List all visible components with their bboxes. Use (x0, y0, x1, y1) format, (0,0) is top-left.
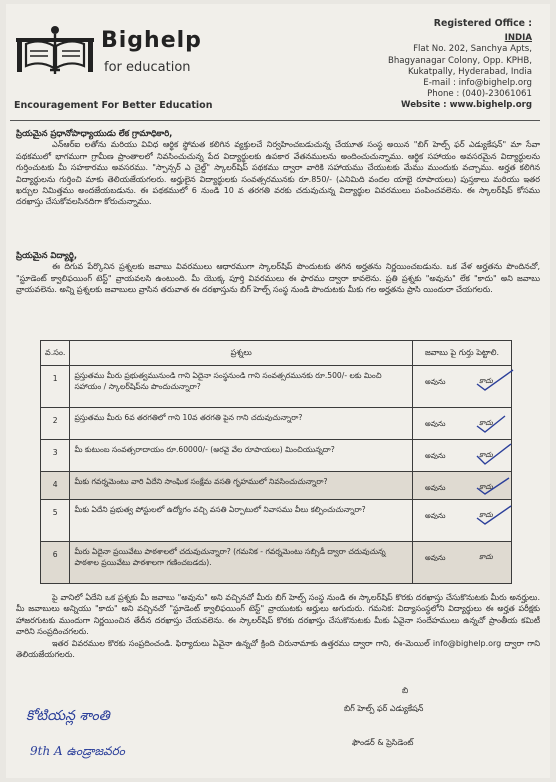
option-no[interactable]: కాదు (479, 510, 493, 519)
paragraph-eligibility-note: పై వానిలో ఏదేని ఒక ప్రశ్నకు మీ జవాబు "అవును" అని వచ్చినచో మీరు బిగ్ హెల్ప్ సంస్థ నుండి ఈ స్కాలర్‌షిప్ కొరకు దరఖాస్తు చేసుకొనుటకు మీరు అనర్హులు. మీ జవాబులు అన్నియు "కాదు" అని వచ్చినచో "స్టూడెంట్ క్వాలిఫయింగ్ టెస్ట్" వ్రాయుటకు అర్హులు అగుదురు. గమనిక: విద్యాసంస్థలోని విద్యార్థులు ఈ అర్హత పరీక్షకు హాజరగుటకు ముందుగా నిర్ణయించిన తేదీన దరఖాస్తు చేయవలెను. ఈ స్కాలర్‌షిప్ కొరకు దరఖాస్తు చేసుకొనుటకు మీకు ఏవైనా సందేహములు ఉన్నచో ప్రాంతీయ కమిటీ వారిని సంప్రదించగలరు. (16, 593, 540, 637)
office-email: E-mail : info@bighelp.org (423, 78, 532, 89)
registered-office-block (332, 18, 532, 112)
tick-mark-icon (475, 442, 515, 466)
answer-cell[interactable] (413, 500, 512, 542)
row-question: మీకు గవర్నమెంటు వారి ఏదేని సాంఘిక సంక్షేమ వసతి గృహములో నివసించుచున్నారా? (70, 472, 413, 500)
table-row (41, 500, 512, 542)
tagline: Encouragement For Better Education (14, 100, 213, 111)
tick-mark-icon (475, 368, 515, 392)
paragraph-instructions: ఈ దిగువ పేర్కొనిన ప్రశ్నలకు జవాబు వివరములు ఆధారముగా స్కాలర్‌షిప్ పొందుటకు తగిన అర్హతను నిర్ణయించబడును. ఒక వేళ అర్హతను పొందినచో, "స్టూడెంట్ క్వాలిఫయింగ్ టెస్ట్" వ్రాయవలసి ఉంటుంది. మీ యొక్క పూర్తి వివరములు ఈ ఫారము ద్వారా కావలెను. ప్రతి ప్రశ్నకు "అవును" లేక "కాదు" అని జవాబు వ్రాయవలెను. అన్ని ప్రశ్నలకు జవాబులు వ్రాసిన తరువాత ఈ దరఖాస్తును బిగ్ హెల్ప్ సంస్థ నుండి పొందుటకు మీకు గల అర్హతను ప్రాసి యిందురా చేయగలరు. (16, 262, 540, 295)
header-divider (10, 120, 540, 121)
signoff-from: బి (402, 686, 409, 695)
office-country: INDIA (504, 33, 532, 44)
office-address-line: Flat No. 202, Sanchya Apts, (413, 44, 532, 55)
row-number: 5 (41, 500, 70, 542)
option-no[interactable]: కాదు (479, 418, 493, 427)
office-title: Registered Office : (433, 18, 532, 29)
letter-intro (16, 128, 540, 208)
row-question: ప్రస్తుతము మీరు ప్రభుత్వమునుండి గాని ఏదైనా సంస్థనుండి గాని సంవత్సరమునకు రూ.500/- లకు మించి సహాయం / స్కాలర్‌షిప్‌ను పొందుచున్నారా? (70, 366, 413, 408)
col-header-questions: ప్రశ్నలు (70, 341, 413, 366)
col-header-serial: వ.సం. (41, 341, 70, 366)
option-yes[interactable]: అవును (425, 377, 446, 386)
row-question: మీరు ఏదైనా ప్రయివేటు పాఠశాలలో చదువుచున్నారా? (గమనిక - గవర్నమెంటు సబ్సిడీ ద్వారా చదువుచున్న పాఠశాల ప్రయివేటు పాఠశాలగా గణించబడదు). (70, 542, 413, 584)
table-row (41, 440, 512, 472)
paragraph-scheme: ఎన్ఆర్ఐ లతోను మరియు వివిధ ఆర్థిక స్థోమత కలిగిన వ్యక్తులచే నిర్వహించబడుచున్న చేయూత సంస్థ అయిన "బిగ్ హెల్ప్ ఫర్ ఎడ్యుకేషన్" మా సేవా పథకములో భాగముగా గ్రామీణ ప్రాంతాలలో నివసించుచున్న పేద విద్యార్థులకు ఉపకార వేతనములను అందించుచున్నాము. ఆర్థిక సహాయం అవసరమైన విద్యార్థులను గుర్తించుటకు మీ సహకారము అవసరము. "స్పాన్సర్ ఎ చైల్డ్" స్కాలర్‌షిప్ పథకము ద్వారా వారికి సహాయము చేయుటకు మేము ముందుకు వచ్చాము. అర్హత కలిగిన విద్యార్థులను గుర్తించి మాకు తెలియజేయగలరు. అర్హులైన విద్యార్థులకు సంవత్సరమునకు రూ.850/- (ఎనిమిది వందల యాభై రూపాయలు) పుస్తకాలు మరియు ఇతర ఖర్చుల నిమిత్తము అందజేయబడును. ఈ పథకములో 6 నుండి 10 వ తరగతి వరకు చదువుచున్న విద్యార్థుల వివరములు పంపించవలెను. ఈ స్కాలర్‌షిప్ కోసము దరఖాస్తు చేసుకోవలసినదిగా కోరుచున్నాము. (16, 140, 540, 207)
answer-cell[interactable] (413, 542, 512, 584)
option-no[interactable]: కాదు (479, 376, 493, 385)
row-number: 6 (41, 542, 70, 584)
option-yes[interactable]: అవును (425, 553, 446, 562)
handwritten-name: కోటియన్ల శాంతి (26, 708, 110, 724)
table-row (41, 408, 512, 440)
salutation-student: ప్రియమైన విద్యార్థి, (16, 250, 78, 260)
paragraph-contact: ఇతర వివరముల కొరకు సంప్రదించండి. ఫిర్యాదులు ఏవైనా ఉన్నచో క్రింది చిరునామాకు ఉత్తరము ద్వారా గాని, ఈ-మెయిల్ info@bighelp.org ద్వారా గాని తెలియజేయగలరు. (16, 638, 540, 660)
answer-cell[interactable] (413, 472, 512, 500)
office-address-line: Kukatpally, Hyderabad, India (408, 66, 532, 77)
letter-student (16, 250, 540, 296)
row-number: 3 (41, 440, 70, 472)
table-row (41, 542, 512, 584)
tick-mark-icon (475, 474, 515, 498)
option-no[interactable]: కాదు (479, 482, 493, 491)
eligibility-table (40, 340, 512, 584)
col-header-answer: జవాబు పై గుర్తు పెట్టాలి. (413, 341, 512, 366)
office-phone: Phone : (040)-23061061 (427, 89, 532, 100)
option-yes[interactable]: అవును (425, 483, 446, 492)
table-row (41, 366, 512, 408)
row-question: మీకు ఏదేని ప్రభుత్వ పోస్టులలో ఉద్యోగం వచ్చి వసతి ఏర్పాటులో నివాసము వీలు కల్పించుచున్నారా? (70, 500, 413, 542)
signoff-role: ఫౌండర్ & ప్రెసిడెంట్ (352, 738, 414, 747)
salutation-headmaster: ప్రియమైన ప్రధానోపాధ్యాయుడు లేక గ్రామాధికారి, (16, 128, 173, 138)
office-website: Website : www.bighelp.org (401, 100, 532, 111)
row-question: ప్రస్తుతము మీరు 6వ తరగతిలో గాని 10వ తరగతి పైన గాని చదువుచున్నారా? (70, 408, 413, 440)
row-number: 2 (41, 408, 70, 440)
row-question: మీ కుటుంబ సంవత్సరాదాయం రూ.60000/- (అరవై వేల రూపాయలు) మించియున్నదా? (70, 440, 413, 472)
tick-mark-icon (475, 410, 515, 434)
table-row (41, 472, 512, 500)
row-number: 1 (41, 366, 70, 408)
brand-name: Bighelp (101, 28, 202, 53)
letter-page (6, 4, 550, 778)
signoff-organisation: బిగ్ హెల్ప్ ఫర్ ఎడ్యుకేషన్ (344, 704, 424, 713)
office-address-line: Bhagyanagar Colony, Opp. KPHB, (387, 55, 532, 66)
brand-subtitle: for education (104, 60, 191, 75)
option-yes[interactable]: అవును (425, 511, 446, 520)
answer-cell[interactable] (413, 408, 512, 440)
tick-mark-icon (475, 502, 515, 526)
handwritten-class: 9th A ఉండ్రాజవరం (30, 744, 125, 758)
answer-cell[interactable] (413, 440, 512, 472)
row-number: 4 (41, 472, 70, 500)
option-yes[interactable]: అవును (425, 419, 446, 428)
option-no[interactable]: కాదు (479, 450, 493, 459)
answer-cell[interactable] (413, 366, 512, 408)
option-yes[interactable]: అవును (425, 451, 446, 460)
letter-closing (16, 592, 540, 660)
bighelp-logo-icon (14, 22, 96, 82)
option-no[interactable]: కాదు (479, 552, 493, 561)
